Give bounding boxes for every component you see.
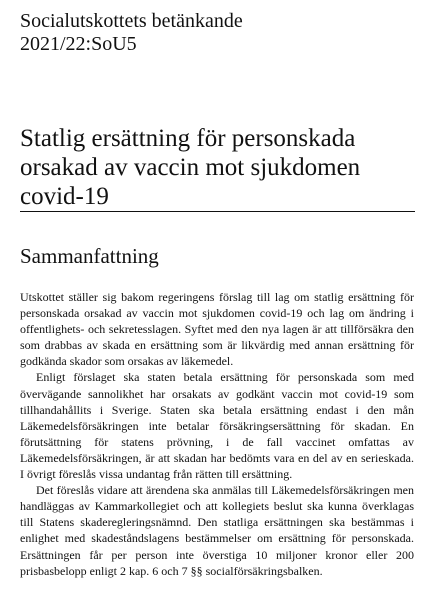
committee-report-name: Socialutskottets betänkande: [20, 10, 243, 32]
document-title: Statlig ersättning för personskada orsakad av vaccin mot sjukdomen covid-19: [20, 125, 361, 210]
title-divider: [20, 211, 415, 212]
summary-paragraph-2: Enligt förslaget ska staten betala ersättning för personskada som med övervägande sannolikhet har orsakats av godkänt vaccin mot covid-19 som tillhandahållits i Sverige. Staten ska betala ersättning endast i den mån Läkemedelsförsäkringen inte betalar försäkringsersättning för skadan. En förutsättning för statens prövning, i de fall vaccinet omfattas av Läkemedelsförsäkringen, är att skadan har bedömts vara en del av en serieskada. I övrigt föreslås vissa undantag från rätten till ersättning.: [20, 370, 414, 482]
summary-paragraph-3: Det föreslås vidare att ärendena ska anmälas till Läkemedelsförsäkringen men handläggas av Kammarkollegiet och att kollegiets beslut ska kunna överklagas till Statens skaderegleringsnämnd. Den statliga ersättningen ska bestämmas i enlighet med skadeståndslagens bestämmelser om ersättning för personskada. Ersättningen får per person inte överstiga 10 miljoner kronor eller 200 prisbasbelopp enligt 2 kap. 6 och 7 §§ socialförsäkringsbalken.: [20, 483, 414, 578]
section-heading-summary: Sammanfattning: [20, 244, 159, 268]
summary-body: [20, 289, 414, 579]
report-number: 2021/22:SoU5: [20, 33, 137, 55]
summary-paragraph-1: Utskottet ställer sig bakom regeringens förslag till lag om statlig ersättning för personskada orsakad av vaccin mot sjukdomen covid-19 och lag om ändring i offentlighets- och sekretesslagen. Syftet med den nya lagen är att tillförsäkra den som drabbas av skada en ersättning som är likvärdig med annan ersättning för godkända skador som orsakas av läkemedel.: [20, 290, 414, 369]
report-identifier: [20, 10, 410, 56]
